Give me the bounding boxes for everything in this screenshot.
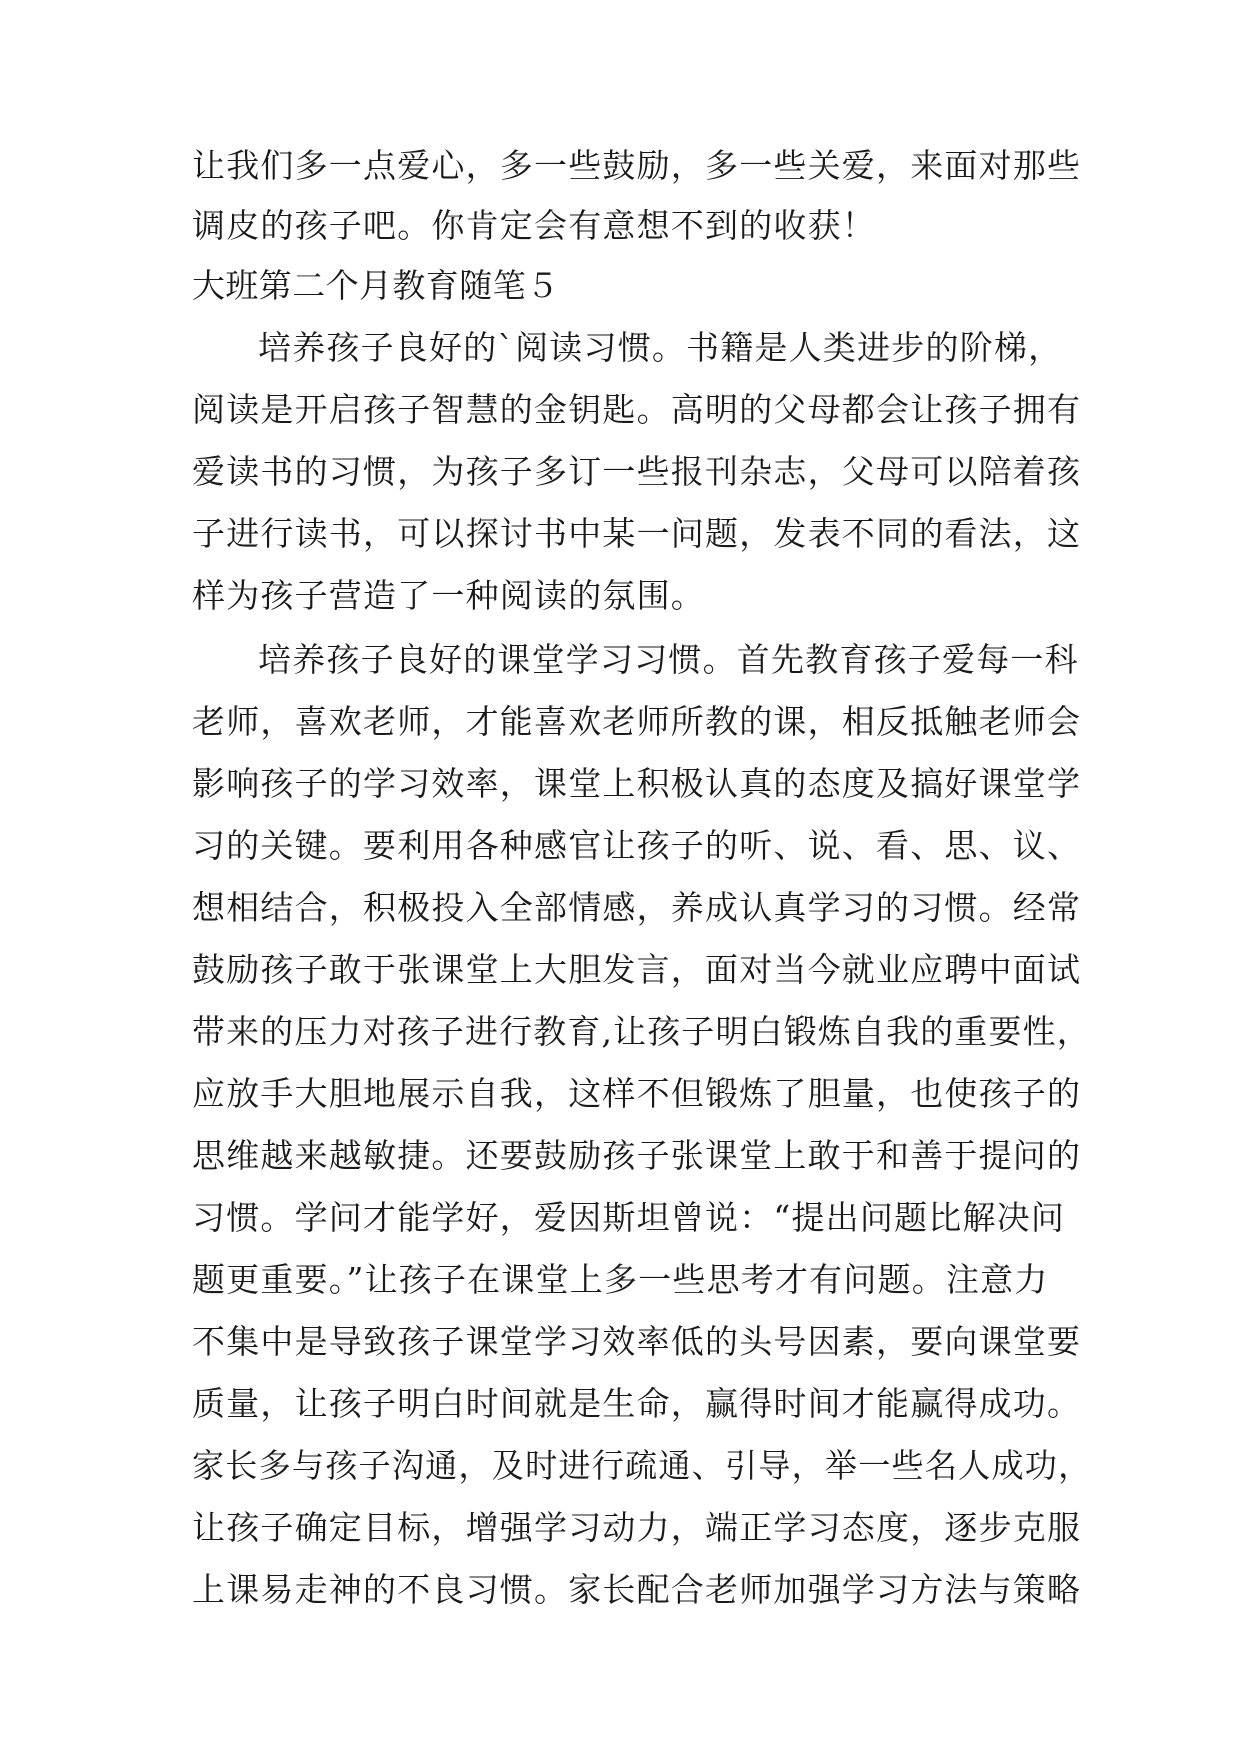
paragraph2-line-16: 上课易走神的不良习惯。家长配合老师加强学习方法与策略 <box>192 1570 1082 1609</box>
section-title: 大班第二个月教育随笔５ <box>192 266 560 305</box>
paragraph2-line-2: 老师，喜欢老师，才能喜欢老师所教的课，相反抵触老师会 <box>192 702 1082 741</box>
paragraph2-line-5: 想相结合，积极投入全部情感，养成认真学习的习惯。经常 <box>192 888 1082 927</box>
paragraph2-line-11: 题更重要。”让孩子在课堂上多一些思考才有问题。注意力 <box>192 1260 1049 1299</box>
paragraph2-line-1: 培养孩子良好的课堂学习习惯。首先教育孩子爱每一科 <box>258 640 1079 679</box>
paragraph2-line-14: 家长多与孩子沟通，及时进行疏通、引导，举一些名人成功， <box>192 1446 1092 1485</box>
paragraph2-line-13: 质量，让孩子明白时间就是生命，赢得时间才能赢得成功。 <box>192 1384 1082 1423</box>
paragraph1-line-5: 样为孩子营造了一种阅读的氛围。 <box>192 576 705 615</box>
paragraph2-line-7: 带来的压力对孩子进行教育,让孩子明白锻炼自我的重要性， <box>192 1012 1091 1051</box>
paragraph1-line-3: 爱读书的习惯，为孩子多订一些报刊杂志，父母可以陪着孩 <box>192 452 1082 491</box>
intro-line-2: 调皮的孩子吧。你肯定会有意想不到的收获！ <box>192 206 876 245</box>
intro-line-1: 让我们多一点爱心，多一些鼓励，多一些关爱，来面对那些 <box>192 146 1082 185</box>
paragraph2-line-9: 思维越来越敏捷。还要鼓励孩子张课堂上敢于和善于提问的 <box>192 1136 1082 1175</box>
paragraph1-line-1: 培养孩子良好的`阅读习惯。书籍是人类进步的阶梯， <box>258 328 1063 367</box>
paragraph2-line-4: 习的关键。要利用各种感官让孩子的听、说、看、思、议、 <box>192 826 1082 865</box>
paragraph2-line-12: 不集中是导致孩子课堂学习效率低的头号因素，要向课堂要 <box>192 1322 1082 1361</box>
paragraph1-line-2: 阅读是开启孩子智慧的金钥匙。高明的父母都会让孩子拥有 <box>192 390 1082 429</box>
paragraph2-line-15: 让孩子确定目标，增强学习动力，端正学习态度，逐步克服 <box>192 1508 1082 1547</box>
paragraph2-line-10: 习惯。学问才能学好，爱因斯坦曾说：“提出问题比解决问 <box>192 1198 1066 1237</box>
paragraph2-line-8: 应放手大胆地展示自我，这样不但锻炼了胆量，也使孩子的 <box>192 1074 1082 1113</box>
paragraph2-line-3: 影响孩子的学习效率，课堂上积极认真的态度及搞好课堂学 <box>192 764 1082 803</box>
paragraph2-line-6: 鼓励孩子敢于张课堂上大胆发言，面对当今就业应聘中面试 <box>192 950 1082 989</box>
paragraph1-line-4: 子进行读书，可以探讨书中某一问题，发表不同的看法，这 <box>192 514 1082 553</box>
